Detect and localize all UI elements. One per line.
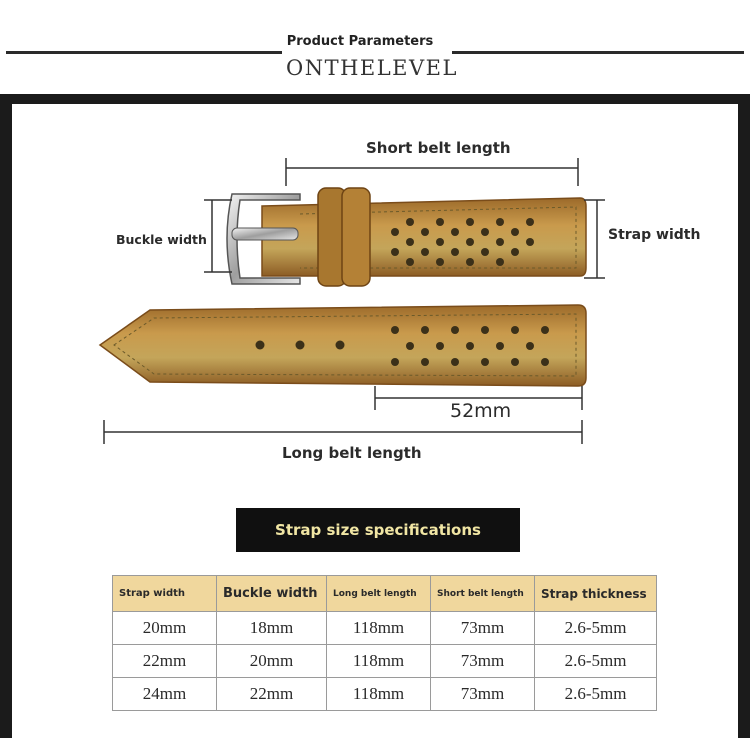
cell-buckle-width: 22mm bbox=[217, 678, 327, 711]
cell-short-belt-length: 73mm bbox=[431, 645, 535, 678]
cell-strap-width: 20mm bbox=[113, 612, 217, 645]
buckle-width-label: Buckle width bbox=[116, 232, 207, 247]
cell-strap-thickness: 2.6-5mm bbox=[535, 678, 657, 711]
col-short-belt-length: Short belt length bbox=[431, 576, 535, 612]
table-row bbox=[113, 612, 657, 645]
table-row bbox=[113, 645, 657, 678]
section-title: Product Parameters bbox=[286, 34, 434, 49]
spec-header-row bbox=[113, 576, 657, 612]
cell-long-belt-length: 118mm bbox=[327, 678, 431, 711]
cell-buckle-width: 18mm bbox=[217, 612, 327, 645]
cell-long-belt-length: 118mm bbox=[327, 645, 431, 678]
col-long-belt-length: Long belt length bbox=[327, 576, 431, 612]
spec-banner: Strap size specifications bbox=[236, 508, 520, 552]
hole-span-label: 52mm bbox=[450, 400, 512, 422]
long-belt-length-label: Long belt length bbox=[282, 444, 422, 462]
brand-logo: ONTHELEVEL bbox=[286, 56, 458, 80]
table-row bbox=[113, 678, 657, 711]
cell-short-belt-length: 73mm bbox=[431, 612, 535, 645]
keeper-loop bbox=[342, 188, 370, 286]
col-strap-width: Strap width bbox=[113, 576, 217, 612]
cell-strap-thickness: 2.6-5mm bbox=[535, 645, 657, 678]
spec-table bbox=[112, 575, 657, 711]
cell-short-belt-length: 73mm bbox=[431, 678, 535, 711]
cell-strap-thickness: 2.6-5mm bbox=[535, 612, 657, 645]
cell-strap-width: 24mm bbox=[113, 678, 217, 711]
cell-strap-width: 22mm bbox=[113, 645, 217, 678]
buckle-pin bbox=[232, 228, 298, 240]
strap-width-label: Strap width bbox=[608, 227, 701, 243]
long-strap bbox=[100, 305, 586, 386]
short-belt-length-label: Short belt length bbox=[366, 139, 511, 157]
short-strap bbox=[227, 188, 586, 286]
col-strap-thickness: Strap thickness bbox=[535, 576, 657, 612]
cell-long-belt-length: 118mm bbox=[327, 612, 431, 645]
col-buckle-width: Buckle width bbox=[217, 576, 327, 612]
cell-buckle-width: 20mm bbox=[217, 645, 327, 678]
